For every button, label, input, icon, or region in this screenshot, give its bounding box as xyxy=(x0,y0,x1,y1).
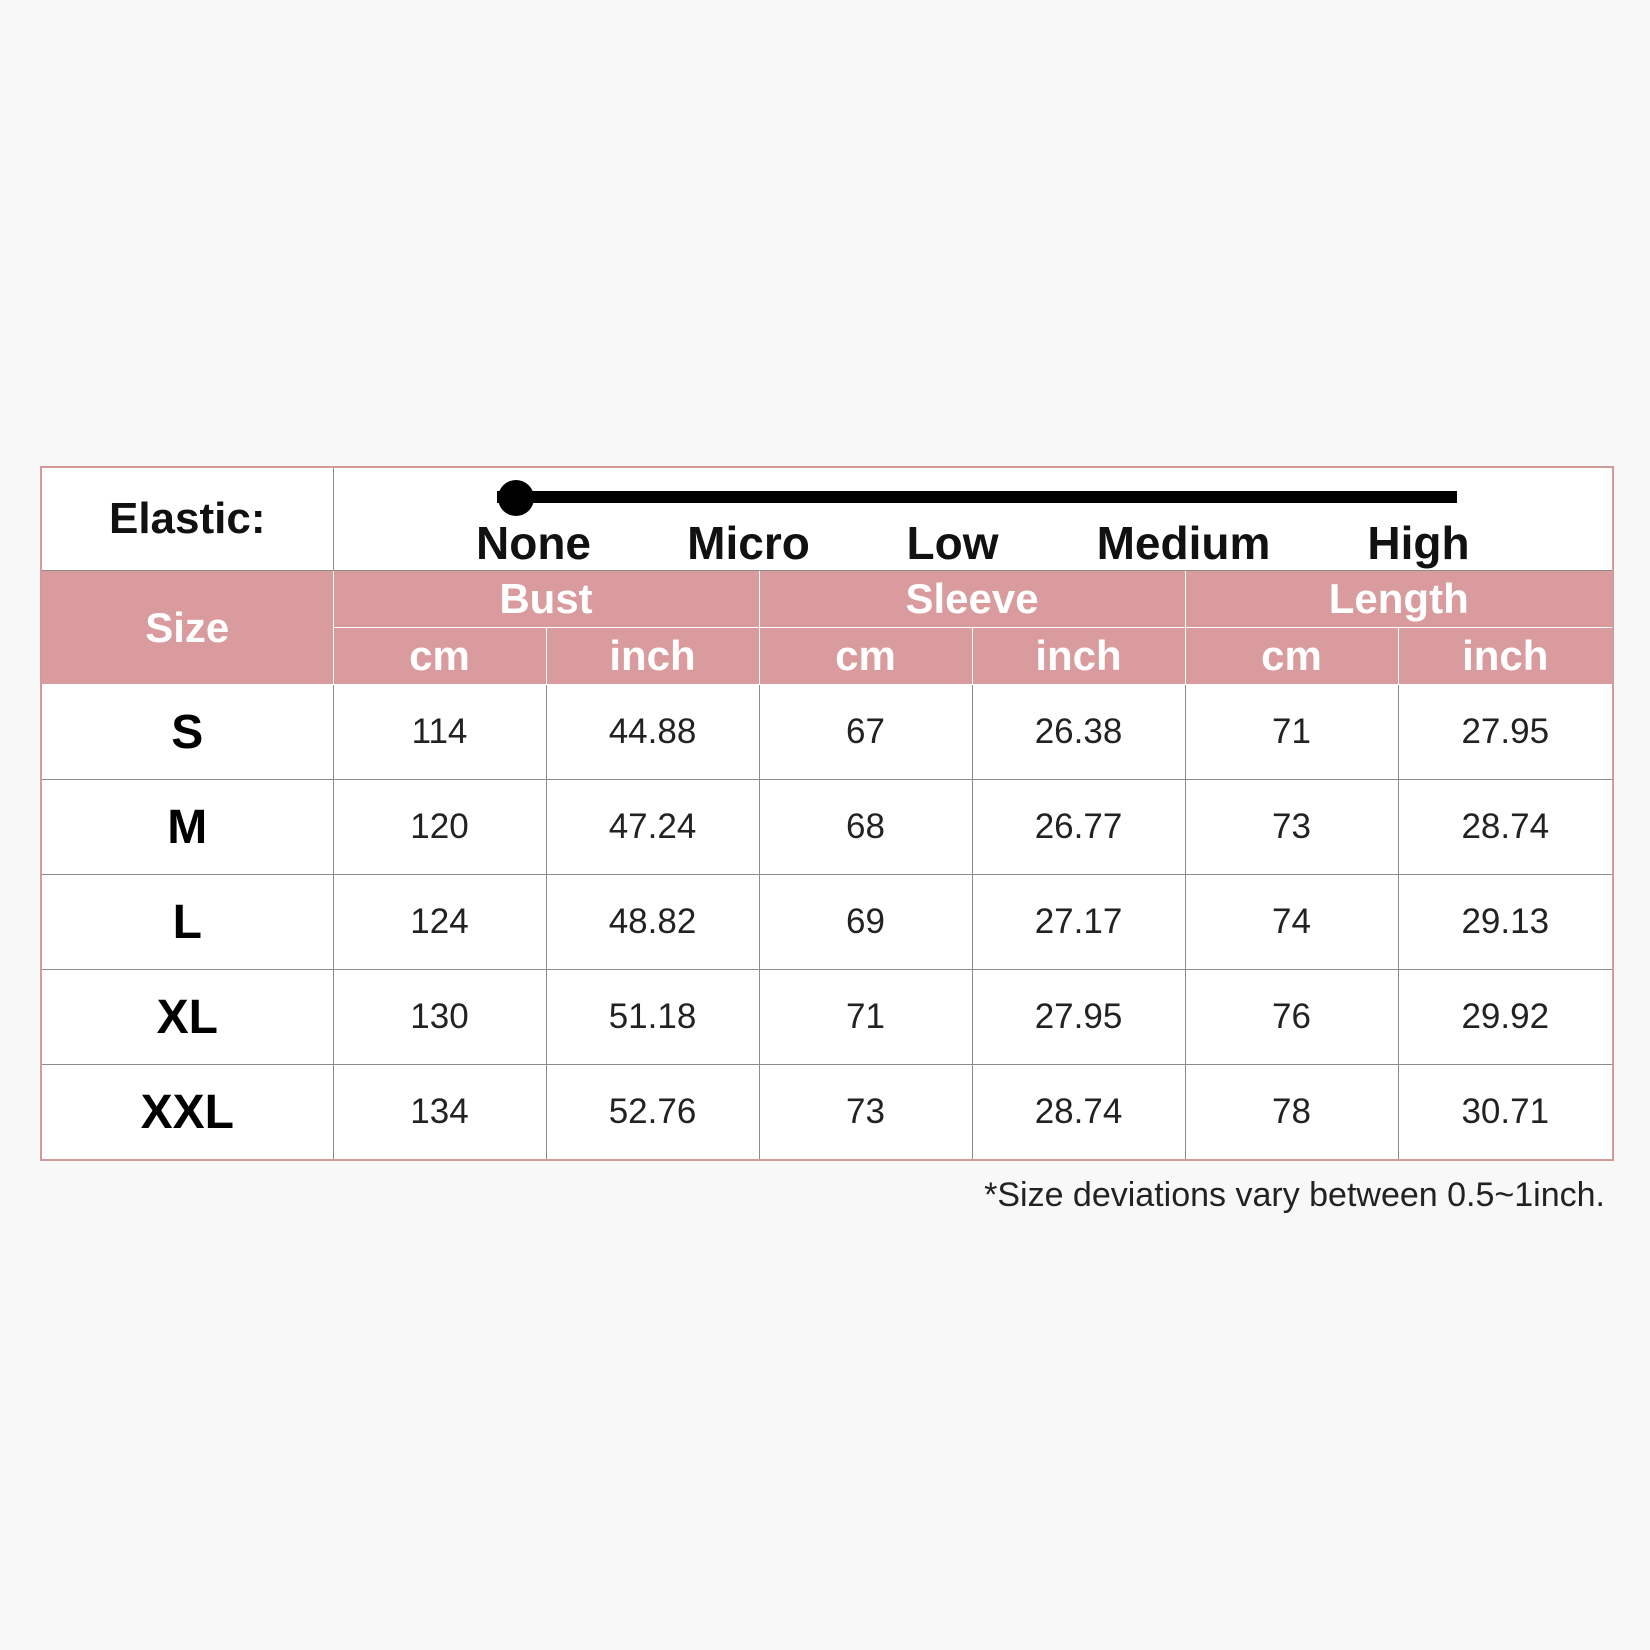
bust-inch-header: inch xyxy=(546,628,759,685)
sleeve-cm-cell: 67 xyxy=(759,685,972,780)
elastic-label: Elastic: xyxy=(41,467,333,571)
table-row xyxy=(41,875,1613,970)
length-header: Length xyxy=(1185,571,1613,628)
sleeve-inch-cell: 27.17 xyxy=(972,875,1185,970)
bust-cm-cell: 134 xyxy=(333,1065,546,1161)
table-row xyxy=(41,780,1613,875)
length-cm-cell: 76 xyxy=(1185,970,1398,1065)
bust-inch-cell: 44.88 xyxy=(546,685,759,780)
bust-inch-cell: 48.82 xyxy=(546,875,759,970)
size-cell: L xyxy=(41,875,333,970)
elastic-selected-marker xyxy=(498,480,534,516)
size-cell: XXL xyxy=(41,1065,333,1161)
bust-inch-cell: 47.24 xyxy=(546,780,759,875)
length-inch-header: inch xyxy=(1398,628,1613,685)
length-cm-cell: 74 xyxy=(1185,875,1398,970)
size-cell: M xyxy=(41,780,333,875)
elastic-level-medium: Medium xyxy=(1096,517,1271,569)
sleeve-inch-cell: 28.74 xyxy=(972,1065,1185,1161)
length-inch-cell: 30.71 xyxy=(1398,1065,1613,1161)
elastic-level-low: Low xyxy=(906,517,999,569)
bust-cm-cell: 114 xyxy=(333,685,546,780)
elastic-scale xyxy=(333,467,1613,571)
length-inch-cell: 27.95 xyxy=(1398,685,1613,780)
length-inch-cell: 28.74 xyxy=(1398,780,1613,875)
length-cm-header: cm xyxy=(1185,628,1398,685)
header-group-row xyxy=(41,571,1613,628)
length-cm-cell: 78 xyxy=(1185,1065,1398,1161)
elastic-row xyxy=(41,467,1613,571)
sleeve-cm-header: cm xyxy=(759,628,972,685)
elastic-level-labels xyxy=(334,516,1613,569)
bust-inch-cell: 51.18 xyxy=(546,970,759,1065)
length-cm-cell: 71 xyxy=(1185,685,1398,780)
table-row xyxy=(41,970,1613,1065)
sleeve-inch-cell: 26.77 xyxy=(972,780,1185,875)
bust-inch-cell: 52.76 xyxy=(546,1065,759,1161)
sleeve-cm-cell: 73 xyxy=(759,1065,972,1161)
elastic-scale-bar xyxy=(497,491,1457,503)
sleeve-header: Sleeve xyxy=(759,571,1185,628)
table-row xyxy=(41,685,1613,780)
elastic-level-none: None xyxy=(476,517,591,569)
sleeve-cm-cell: 69 xyxy=(759,875,972,970)
bust-cm-header: cm xyxy=(333,628,546,685)
table-row xyxy=(41,1065,1613,1161)
size-column-header: Size xyxy=(41,571,333,685)
bust-cm-cell: 120 xyxy=(333,780,546,875)
size-chart-table xyxy=(40,466,1614,1161)
sleeve-cm-cell: 71 xyxy=(759,970,972,1065)
length-inch-cell: 29.13 xyxy=(1398,875,1613,970)
size-cell: XL xyxy=(41,970,333,1065)
size-deviation-footnote: *Size deviations vary between 0.5~1inch. xyxy=(984,1176,1605,1214)
bust-cm-cell: 130 xyxy=(333,970,546,1065)
sleeve-inch-cell: 26.38 xyxy=(972,685,1185,780)
sleeve-inch-cell: 27.95 xyxy=(972,970,1185,1065)
sleeve-cm-cell: 68 xyxy=(759,780,972,875)
elastic-level-micro: Micro xyxy=(687,517,810,569)
bust-cm-cell: 124 xyxy=(333,875,546,970)
length-cm-cell: 73 xyxy=(1185,780,1398,875)
elastic-level-high: High xyxy=(1367,517,1470,569)
size-cell: S xyxy=(41,685,333,780)
length-inch-cell: 29.92 xyxy=(1398,970,1613,1065)
sleeve-inch-header: inch xyxy=(972,628,1185,685)
bust-header: Bust xyxy=(333,571,759,628)
